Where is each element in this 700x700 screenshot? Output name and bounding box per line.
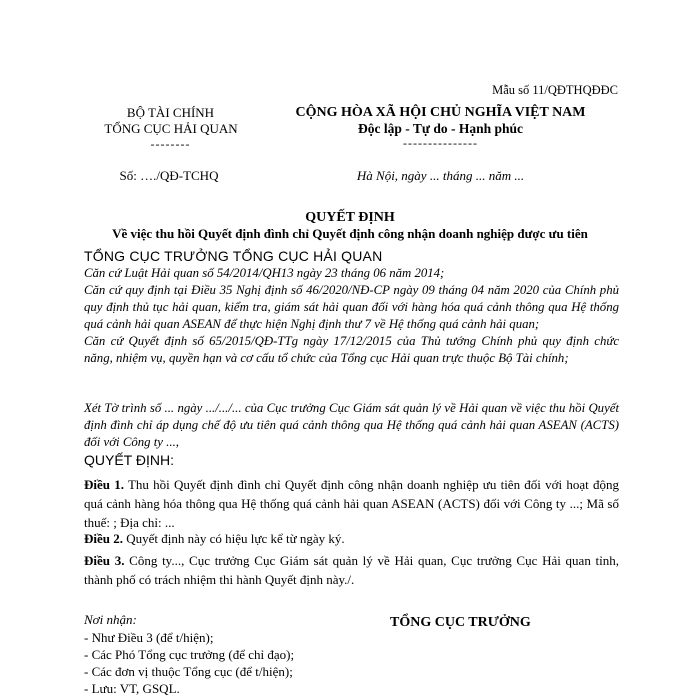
recipient-item: - Các đơn vị thuộc Tổng cục (để t/hiện); [84, 664, 293, 679]
issuing-authority: TỔNG CỤC TRƯỞNG TỔNG CỤC HẢI QUAN [84, 248, 383, 264]
form-code: Mẫu số 11/QĐTHQĐĐC [492, 83, 618, 97]
article-label: Điều 3. [84, 553, 125, 568]
article-text: Quyết định này có hiệu lực kể từ ngày ký. [123, 531, 345, 546]
agency-name: TỔNG CỤC HẢI QUAN [104, 121, 238, 136]
signer-title: TỔNG CỤC TRƯỞNG [390, 615, 531, 630]
recipient-item: - Các Phó Tổng cục trưởng (để chỉ đạo); [84, 647, 295, 662]
article-text: Công ty..., Cục trưởng Cục Giám sát quản lý về Hải quan, Cục trưởng Cục Hải quan tỉnh, thành phố có trách nhiệm thi hành Quyết định này./. [84, 553, 620, 587]
article-3 [84, 551, 619, 589]
nation-name: CỘNG HÒA XÃ HỘI CHỦ NGHĨA VIỆT NAM [295, 105, 586, 120]
document-number: Số: …./QĐ-TCHQ [119, 168, 219, 183]
legal-basis: Căn cứ Quyết định số 65/2015/QĐ-TTg ngày 17/12/2015 của Thủ tướng Chính phủ quy định chức năng, nhiệm vụ, quyền hạn và cơ cấu tổ chức của Tổng cục Hải quan trực thuộc Bộ Tài chính; [84, 334, 619, 365]
article-label: Điều 1. [84, 477, 124, 492]
motto-separator: --------------- [403, 136, 478, 150]
decision-heading: QUYẾT ĐỊNH: [84, 452, 174, 468]
document-subtitle: Về việc thu hồi Quyết định đình chỉ Quyết định công nhận doanh nghiệp được ưu tiên [112, 226, 588, 241]
legal-basis: Căn cứ quy định tại Điều 35 Nghị định số 46/2020/NĐ-CP ngày 09 tháng 04 năm 2020 của Chính phủ quy định thủ tục hải quan, kiểm tra, giám sát hải quan đối với hàng hóa quá cảnh thông qua Hệ thống quá cảnh hải quan ASEAN để thực hiện Nghị định thư 7 về Hệ thống quá cảnh hải quan; [84, 283, 619, 331]
recipient-item: - Như Điều 3 (để t/hiện); [84, 630, 214, 645]
recipients-label: Nơi nhận: [84, 612, 137, 627]
legal-bases [84, 265, 619, 367]
article-label: Điều 2. [84, 531, 123, 546]
article-1 [84, 475, 619, 532]
article-2 [84, 529, 619, 548]
consideration-paragraph: Xét Tờ trình số ... ngày .../.../... của Cục trưởng Cục Giám sát quản lý về Hải quan về việc thu hồi Quyết định đình chỉ áp dụng chế độ ưu tiên quá cảnh thông qua Hệ thống quá cảnh hải quan ASEAN (ACTS) đối với Công ty ..., [84, 401, 619, 449]
national-motto: Độc lập - Tự do - Hạnh phúc [357, 121, 524, 136]
recipients-list [84, 629, 294, 697]
ministry-name: BỘ TÀI CHÍNH [126, 105, 215, 120]
article-text: Thu hồi Quyết định đình chỉ Quyết định công nhận doanh nghiệp ưu tiên đối với hoạt động quá cảnh hàng hóa thông qua Hệ thống quá cảnh hải quan ASEAN (ACTS) đối với Công ty ...; Mã số thuế: ; Địa chỉ: ... [84, 477, 619, 530]
recipient-item: - Lưu: VT, GSQL. [84, 681, 180, 696]
place-date: Hà Nội, ngày ... tháng ... năm ... [356, 168, 525, 183]
agency-separator: -------- [150, 137, 191, 151]
legal-basis: Căn cứ Luật Hải quan số 54/2014/QH13 ngày 23 tháng 06 năm 2014; [84, 266, 445, 280]
document-title: QUYẾT ĐỊNH [305, 210, 395, 225]
